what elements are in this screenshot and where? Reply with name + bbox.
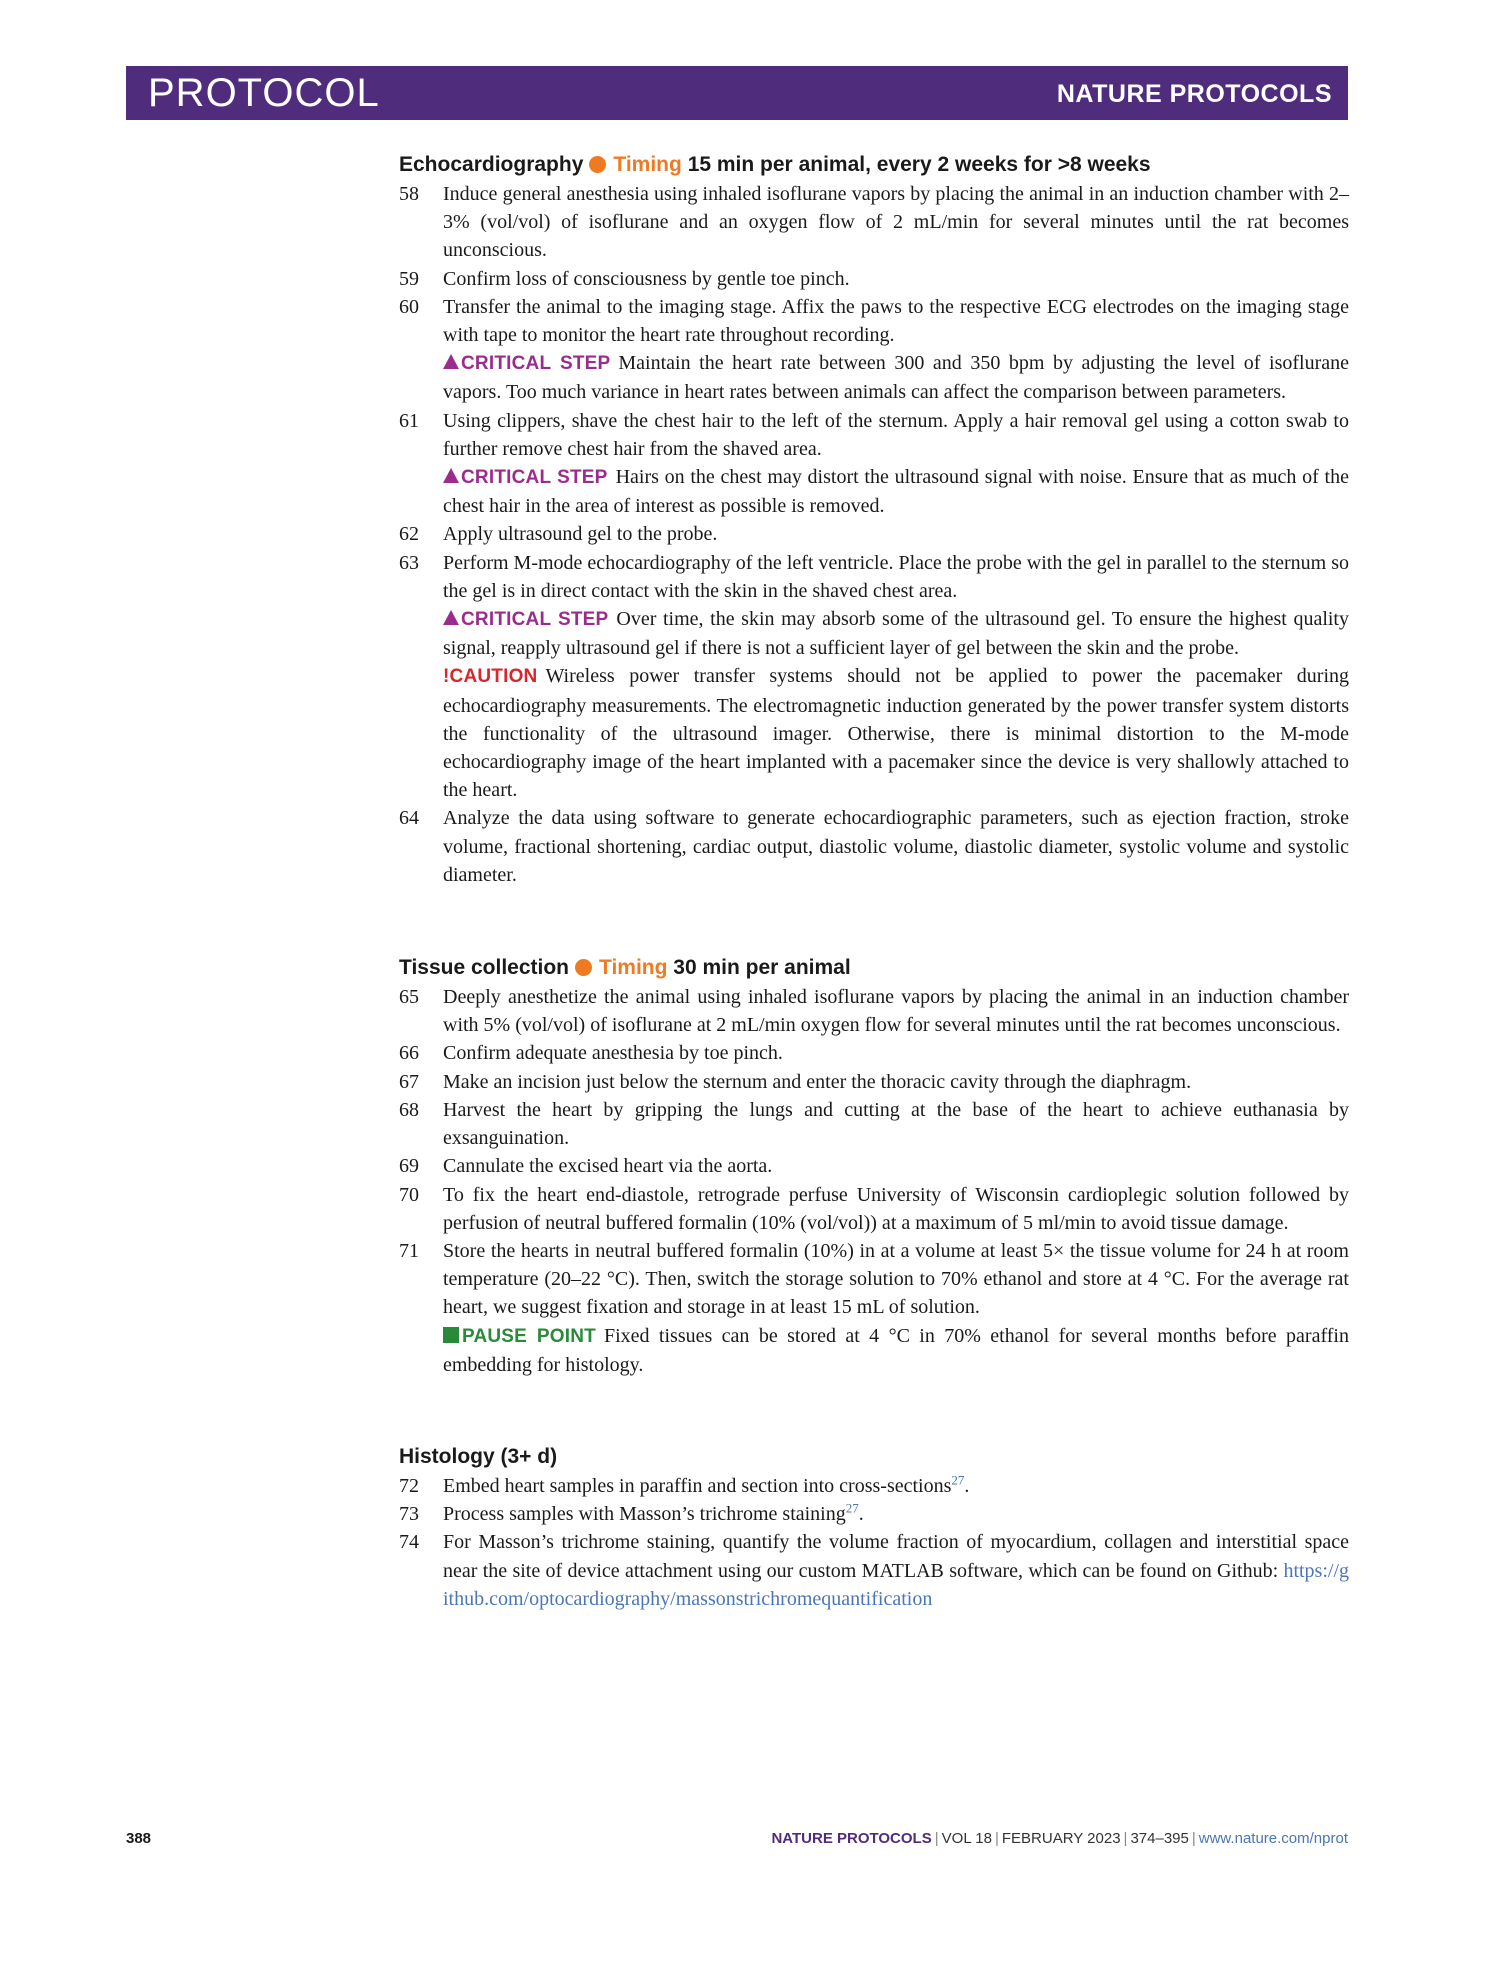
- step-62: [399, 520, 1349, 548]
- step-number: 69: [399, 1155, 419, 1178]
- pause-point-note: [399, 1322, 1349, 1379]
- pause-point-tag: PAUSE POINT: [443, 1326, 596, 1347]
- step-61: [399, 407, 1349, 463]
- step-text: Harvest the heart by gripping the lungs and cutting at the base of the heart to achieve euthanasia by exsanguination.: [443, 1098, 1349, 1150]
- step-66: [399, 1039, 1349, 1067]
- github-link[interactable]: https://github.com/optocardiography/massonstrichromequantification: [443, 1559, 1350, 1610]
- step-number: 71: [399, 1239, 419, 1262]
- critical-step-note: [399, 463, 1349, 520]
- reference-link[interactable]: 27: [845, 1500, 859, 1516]
- step-text: To fix the heart end-diastole, retrograde perfuse University of Wisconsin cardioplegic solution followed by perfusion of neutral buffered formalin (10% (vol/vol)) at a maximum of 5 ml/min to avoid tissue damage.: [443, 1183, 1349, 1234]
- section-heading: [399, 953, 1349, 983]
- critical-step-tag: CRITICAL STEP: [443, 353, 610, 374]
- footer-url[interactable]: www.nature.com/nprot: [1198, 1830, 1348, 1847]
- footer-volume: VOL 18: [941, 1830, 992, 1847]
- page-content: [399, 150, 1349, 1613]
- step-65: [399, 983, 1349, 1039]
- critical-step-tag: CRITICAL STEP: [443, 609, 608, 630]
- step-number: 61: [399, 409, 419, 432]
- header-section-label: PROTOCOL: [148, 71, 380, 115]
- timing-dot-icon: [589, 156, 606, 173]
- step-number: 74: [399, 1531, 419, 1554]
- step-number: 64: [399, 807, 419, 830]
- note-text: Hairs on the chest may distort the ultrasound signal with noise. Ensure that as much of the chest hair in the area of interest as possible is removed.: [443, 466, 1349, 518]
- step-59: [399, 265, 1349, 293]
- step-text: Apply ultrasound gel to the probe.: [443, 523, 718, 546]
- step-number: 73: [399, 1503, 419, 1526]
- caution-tag: !CAUTION: [443, 666, 538, 688]
- timing-value: 30 min per animal: [673, 956, 851, 980]
- step-text: Confirm adequate anesthesia by toe pinch.: [443, 1042, 783, 1065]
- critical-step-tag: CRITICAL STEP: [443, 467, 608, 488]
- timing-label: Timing: [599, 956, 668, 980]
- footer-date: FEBRUARY 2023: [1001, 1830, 1121, 1847]
- step-70: [399, 1181, 1349, 1237]
- note-text: Wireless power transfer systems should not be applied to power the pacemaker during echocardiography measurements. The electromagnetic induction generated by the power transfer system distorts the functionality of the ultrasound imager. Otherwise, there is minimal distortion to the M-mode echocardiography image of the heart implanted with a pacemaker since the device is very shallowly attached to the heart.: [443, 665, 1349, 802]
- timing-value: 15 min per animal, every 2 weeks for >8 weeks: [687, 153, 1151, 176]
- step-73: 73 Process samples with Masson’s trichrome staining$^{27}$.: [399, 1500, 1349, 1528]
- step-60: [399, 293, 1349, 349]
- critical-step-note: [399, 349, 1349, 406]
- section-heading: [399, 1442, 1349, 1472]
- step-text: Confirm loss of consciousness by gentle toe pinch.: [443, 267, 850, 290]
- step-text: Perform M-mode echocardiography of the left ventricle. Place the probe with the gel in parallel to the sternum so the gel is in direct contact with the skin in the shaved chest area.: [443, 551, 1349, 602]
- step-text: Process samples with Masson’s trichrome staining: [443, 1503, 846, 1526]
- step-number: 63: [399, 551, 419, 574]
- page-number: 388: [126, 1830, 152, 1847]
- critical-step-note: [399, 605, 1349, 662]
- step-68: [399, 1096, 1349, 1152]
- caution-note: [399, 662, 1349, 804]
- section-tissue-collection: [399, 953, 1349, 1379]
- header-journal-name: NATURE PROTOCOLS: [1056, 80, 1332, 108]
- step-number: 72: [399, 1474, 419, 1497]
- footer-journal: NATURE PROTOCOLS: [771, 1830, 932, 1847]
- step-69: [399, 1152, 1349, 1180]
- step-text: Make an incision just below the sternum and enter the thoracic cavity through the diaphragm.: [443, 1070, 1192, 1093]
- step-number: 70: [399, 1183, 419, 1206]
- footer-pages: 374–395: [1130, 1830, 1189, 1847]
- note-text: Fixed tissues can be stored at 4 °C in 70% ethanol for several months before paraffin embedding for histology.: [443, 1324, 1349, 1376]
- step-number: 58: [399, 183, 419, 205]
- step-number: 68: [399, 1098, 419, 1121]
- step-text: Induce general anesthesia using inhaled isoflurane vapors by placing the animal in an induction chamber with 2–3% (vol/vol) of isoflurane and an oxygen flow of 2 mL/min for several minutes until the rat becomes unconscious.: [443, 183, 1349, 262]
- note-text: Maintain the heart rate between 300 and 350 bpm by adjusting the level of isoflurane vapors. Too much variance in heart rates between animals can affect the comparison between parameters.: [443, 352, 1349, 404]
- step-64: [399, 804, 1349, 889]
- step-text: Embed heart samples in paraffin and section into cross-sections: [443, 1474, 952, 1497]
- timing-dot-icon: [575, 959, 592, 976]
- header-banner: [126, 66, 1348, 120]
- section-echocardiography: [399, 150, 1349, 889]
- step-text: Cannulate the excised heart via the aorta.: [443, 1155, 773, 1178]
- step-63: [399, 549, 1349, 605]
- step-text: Store the hearts in neutral buffered formalin (10%) in at a volume at least 5× the tissue volume for 24 h at room temperature (20–22 °C). Then, switch the storage solution to 70% ethanol and store at 4 °C. For the average rat heart, we suggest fixation and storage in at least 15 mL of solution.: [443, 1239, 1349, 1319]
- section-title: Tissue collection: [399, 956, 569, 980]
- warning-triangle-icon: [443, 354, 459, 369]
- step-number: 67: [399, 1070, 419, 1093]
- section-heading: [399, 150, 1349, 180]
- step-67: [399, 1068, 1349, 1096]
- warning-triangle-icon: [443, 468, 459, 483]
- step-number: 60: [399, 295, 419, 318]
- reference-link[interactable]: 27: [951, 1472, 965, 1488]
- step-text: Transfer the animal to the imaging stage. Affix the paws to the respective ECG electrodes on the imaging stage with tape to monitor the heart rate throughout recording.: [443, 295, 1349, 347]
- step-number: 59: [399, 267, 419, 290]
- step-number: 65: [399, 986, 419, 1009]
- step-number: 62: [399, 523, 419, 546]
- step-text: Deeply anesthetize the animal using inhaled isoflurane vapors by placing the animal in an induction chamber with 5% (vol/vol) of isoflurane at 2 mL/min oxygen flow for several minutes until the rat becomes unconscious.: [443, 986, 1349, 1037]
- warning-triangle-icon: [443, 610, 459, 625]
- step-71: [399, 1237, 1349, 1322]
- section-histology: [399, 1442, 1349, 1613]
- pause-square-icon: [443, 1327, 459, 1343]
- step-number: 66: [399, 1042, 419, 1065]
- section-title: Histology (3+ d): [399, 1444, 558, 1468]
- section-title: Echocardiography: [399, 153, 584, 176]
- step-58: [399, 180, 1349, 265]
- step-text: Using clippers, shave the chest hair to the left of the sternum. Apply a hair removal gel using a cotton swab to further remove chest hair from the shaved area.: [443, 409, 1349, 460]
- step-74: [399, 1528, 1349, 1613]
- note-text: Over time, the skin may absorb some of the ultrasound gel. To ensure the highest quality signal, reapply ultrasound gel if there is not a sufficient layer of gel between the skin and the probe.: [443, 608, 1349, 660]
- footer-citation: NATURE PROTOCOLS | VOL 18 | FEBRUARY 2023 | 374–395 | www.nature.com/nprot: [771, 1830, 1348, 1847]
- timing-label: Timing: [613, 153, 682, 176]
- exclamation-icon: !: [443, 666, 450, 688]
- step-text: Analyze the data using software to generate echocardiographic parameters, such as ejection fraction, stroke volume, fractional shortening, cardiac output, diastolic volume, diastolic diameter, systolic volume and systolic diameter.: [443, 807, 1349, 886]
- step-text: For Masson’s trichrome staining, quantify the volume fraction of myocardium, collagen and interstitial space near the site of device attachment using our custom MATLAB software, which can be found on Github:: [443, 1531, 1349, 1582]
- step-72: 72 Embed heart samples in paraffin and section into cross-sections$^{27}$.: [399, 1472, 1349, 1500]
